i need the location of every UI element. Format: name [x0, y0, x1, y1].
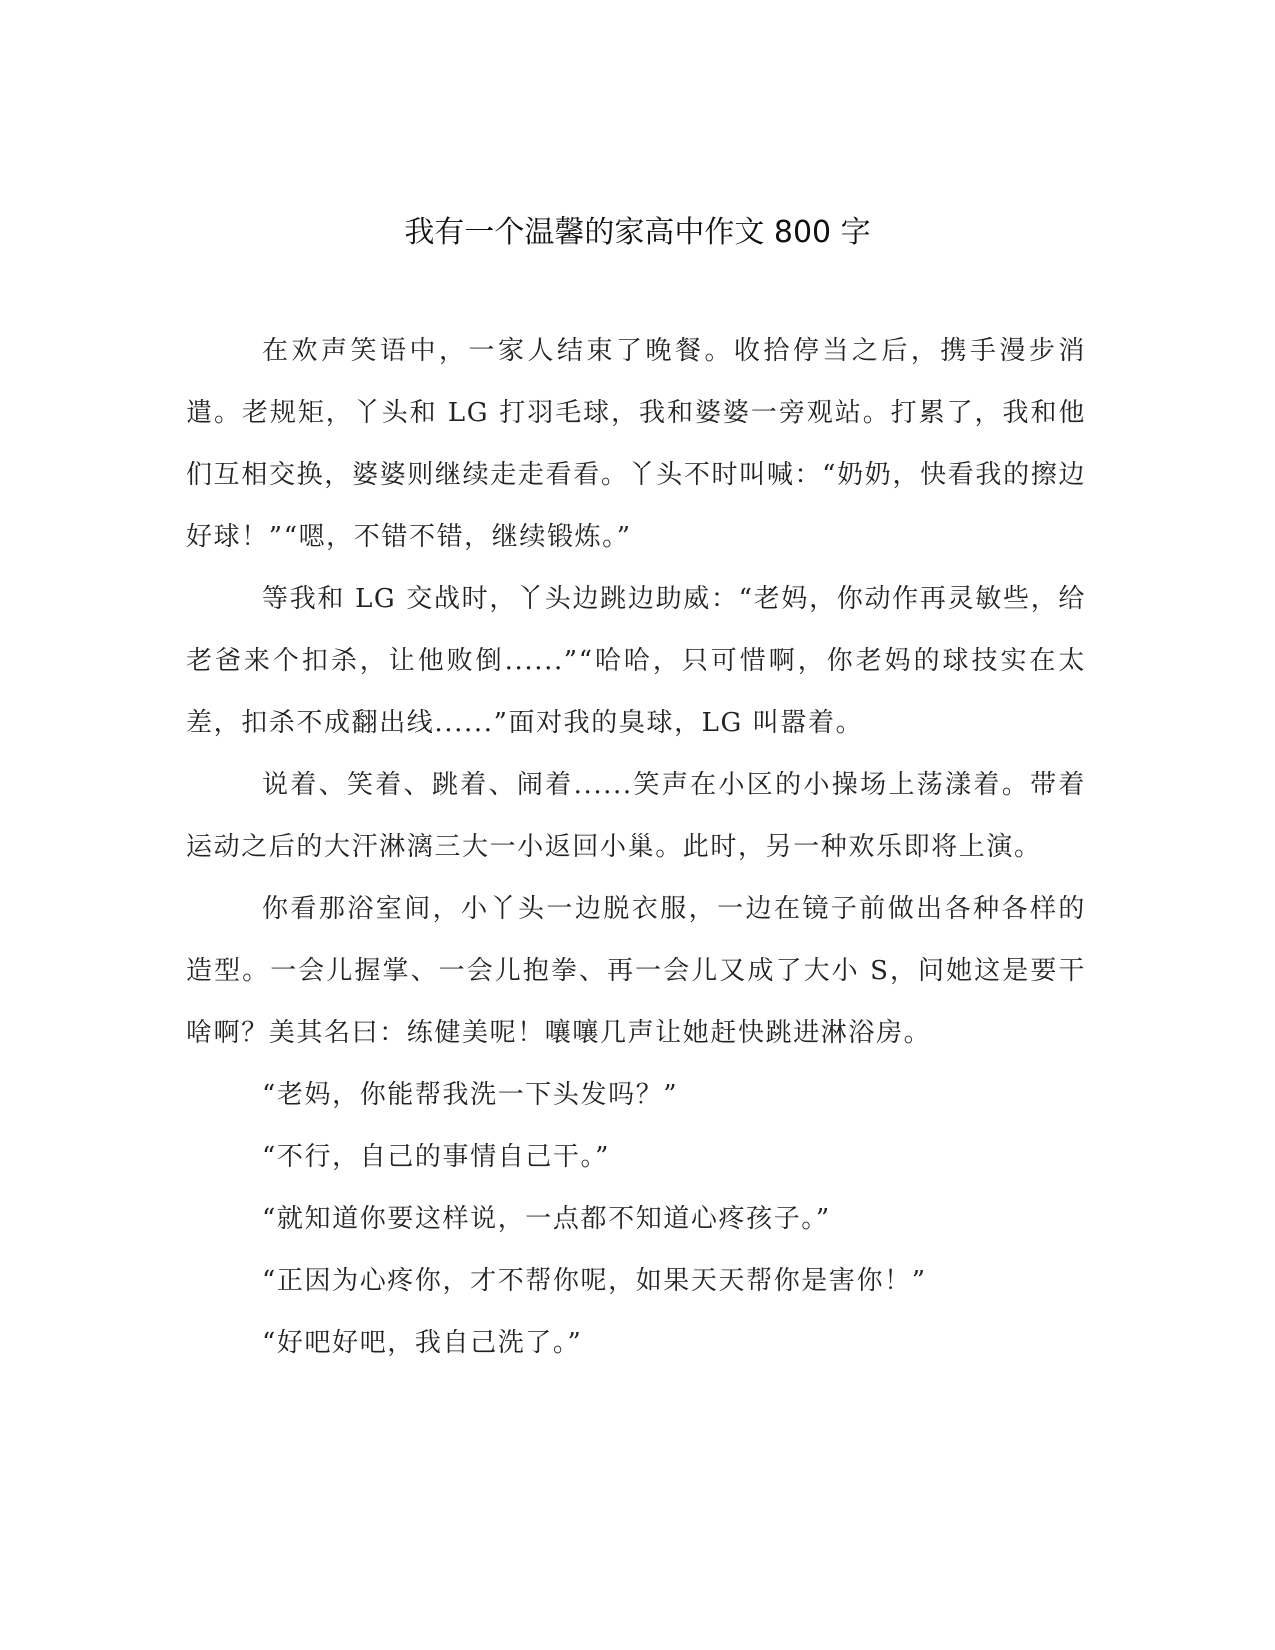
paragraph: 等我和 LG 交战时，丫头边跳边助威：“老妈，你动作再灵敏些，给老爸来个扣杀，让他败倒......”“哈哈，只可惜啊，你老妈的球技实在太差，扣杀不成翻出线......”面对我的臭球，LG 叫嚣着。: [186, 584, 1086, 738]
dialogue-line: “正因为心疼你，才不帮你呢，如果天天帮你是害你！”: [262, 1266, 927, 1296]
dialogue-line: “老妈，你能帮我洗一下头发吗？”: [262, 1080, 679, 1110]
paragraph: 你看那浴室间，小丫头一边脱衣服，一边在镜子前做出各种各样的造型。一会儿握掌、一会儿抱拳、再一会儿又成了大小 S，问她这是要干啥啊？美其名曰：练健美呢！嚷嚷几声让她赶快跳进淋浴房。: [186, 894, 1086, 1048]
document-body: [186, 320, 1086, 1374]
document-title: 我有一个温馨的家高中作文 800 字: [404, 215, 871, 250]
dialogue-line: “就知道你要这样说，一点都不知道心疼孩子。”: [262, 1204, 831, 1234]
dialogue-line: “不行，自己的事情自己干。”: [262, 1142, 610, 1172]
paragraph: 在欢声笑语中，一家人结束了晚餐。收拾停当之后，携手漫步消遣。老规矩，丫头和 LG 打羽毛球，我和婆婆一旁观站。打累了，我和他们互相交换，婆婆则继续走走看看。丫头不时叫喊：“奶奶，快看我的擦边好球！”“嗯，不错不错，继续锻炼。”: [186, 336, 1086, 552]
paragraph: 说着、笑着、跳着、闹着......笑声在小区的小操场上荡漾着。带着运动之后的大汗淋漓三大一小返回小巢。此时，另一种欢乐即将上演。: [186, 770, 1086, 862]
dialogue-line: “好吧好吧，我自己洗了。”: [262, 1328, 583, 1358]
